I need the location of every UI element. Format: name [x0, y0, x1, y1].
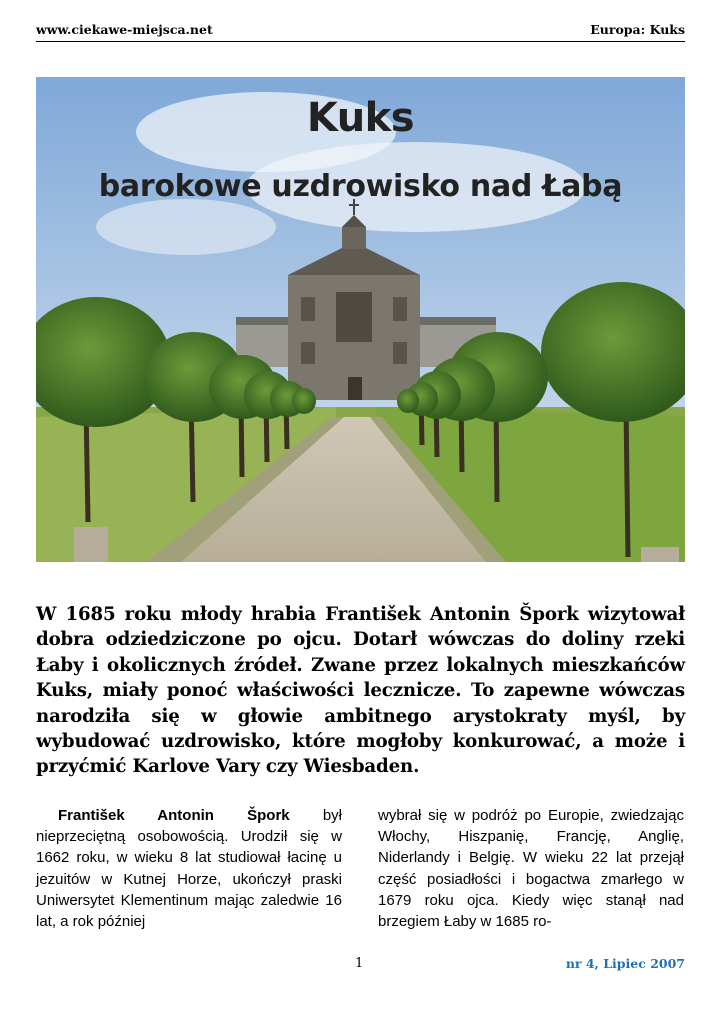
hero-photo: [36, 77, 685, 562]
site-url[interactable]: www.ciekawe-miejsca.net: [36, 22, 213, 37]
person-name: František Antonin Špork: [58, 807, 290, 824]
section-label: Europa: Kuks: [590, 22, 685, 37]
lead-paragraph: W 1685 roku młody hrabia František Antonin Špork wizytował dobra odziedziczone po ojcu. Dotarł wówczas do doliny rzeki Łaby i okolicznych źródeł. Zwane przez lokalnych mieszkańców Kuks, miały ponoć właściwości lecznicze. To zapewne wówczas narodziła się w głowie ambitnego arystokraty myśl, by wybudować uzdrowisko, które mogłoby konkurować, a może i przyćmić Karlove Vary czy Wiesbaden.: [36, 604, 685, 778]
kuks-photo-illustration: [36, 77, 685, 562]
page-header: [36, 22, 685, 42]
issue-label: nr 4, Lipiec 2007: [565, 956, 685, 971]
header-rule: [36, 41, 685, 42]
col1-text: był nieprzeciętną osobowością. Urodził się w 1662 roku, w wieku 8 lat studiował łacinę u jezuitów w Kutnej Horze, ukończył praski Uniwersytet Klementinum mając zaledwie 16 lat, a rok później: [36, 807, 342, 931]
body-column-2: wybrał się w podróż po Europie, zwiedzając Włochy, Hiszpanię, Francję, Anglię, Niderlandy i Belgię. W wieku 22 lat przejął część posiadłości i bogactwa zmarłego w 1679 roku ojca. Kiedy więc stanął nad brzegiem Łaby w 1685 ro-: [378, 807, 684, 931]
hero-subtitle: barokowe uzdrowisko nad Łabą: [98, 169, 623, 204]
hero-title: Kuks: [306, 95, 415, 141]
page-number: 1: [355, 956, 364, 971]
body-column-1: [36, 805, 342, 932]
